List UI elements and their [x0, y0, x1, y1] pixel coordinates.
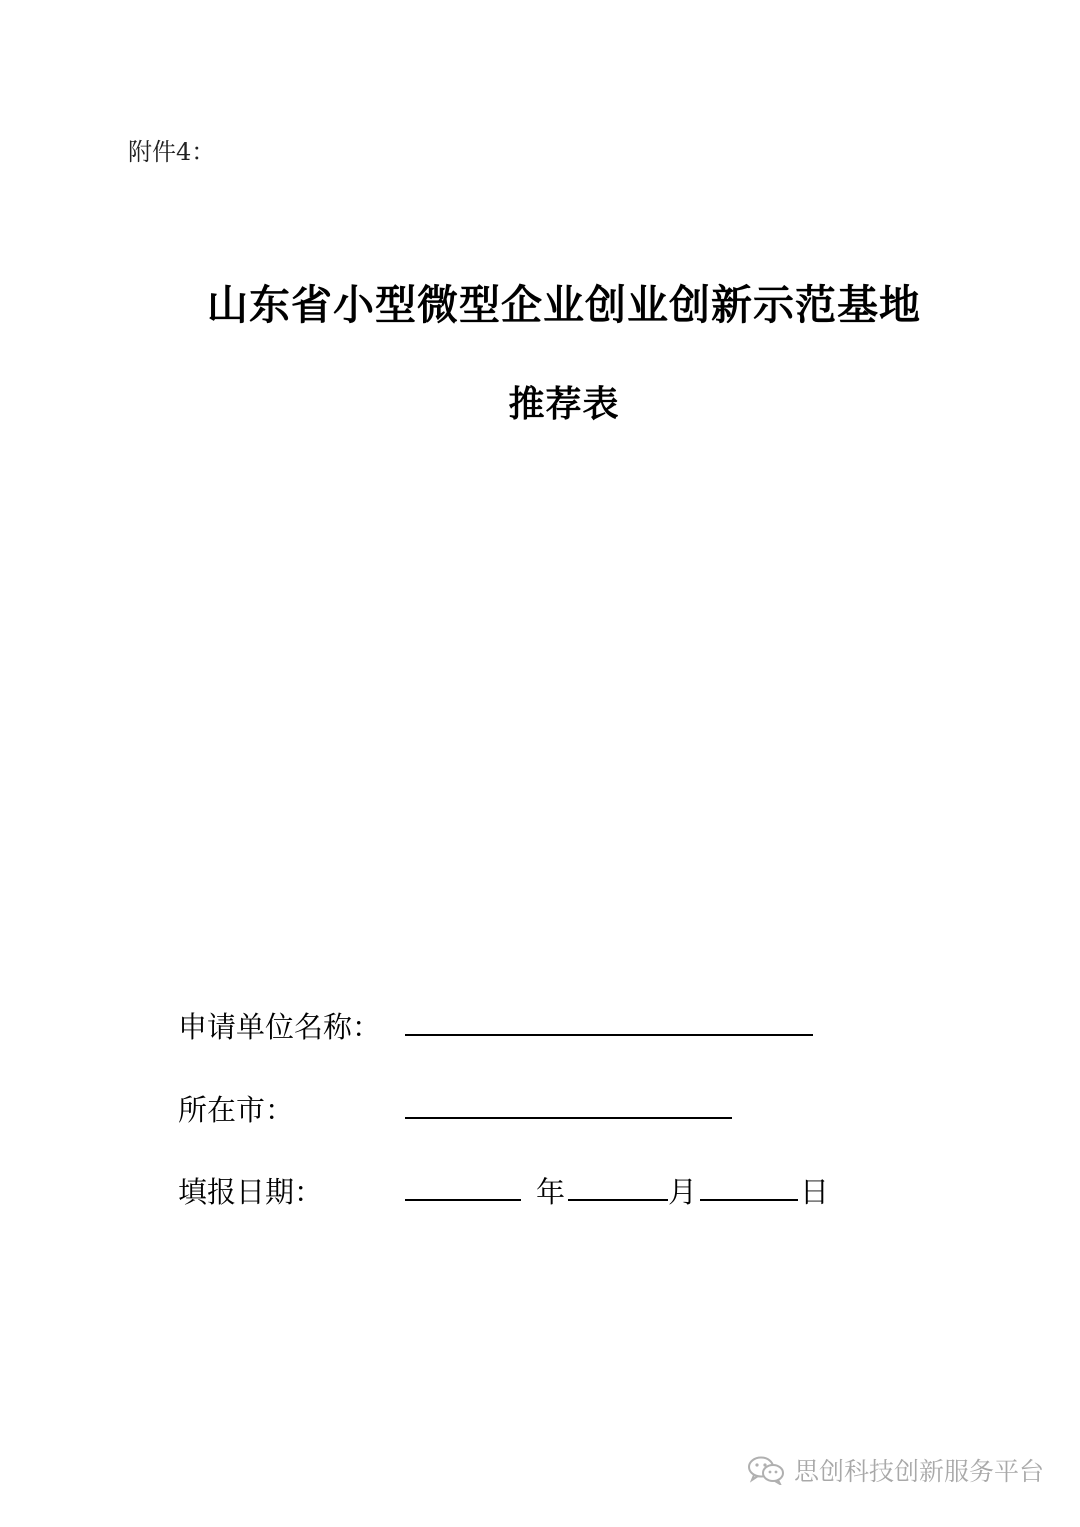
city-label: 所在市： — [178, 1093, 295, 1127]
applicant-name-field[interactable] — [405, 1034, 813, 1036]
document-title: 山东省小型微型企业创业创新示范基地 — [207, 281, 921, 329]
watermark-text: 思创科技创新服务平台 — [793, 1457, 1044, 1486]
city-field[interactable] — [405, 1117, 732, 1119]
year-field[interactable] — [405, 1199, 521, 1201]
applicant-name-label: 申请单位名称： — [178, 1010, 382, 1044]
watermark — [746, 1452, 1044, 1488]
month-field[interactable] — [568, 1199, 668, 1201]
document-subtitle: 推荐表 — [508, 384, 620, 425]
day-word: 日 — [800, 1175, 830, 1209]
month-word: 月 — [668, 1175, 698, 1209]
year-word: 年 — [536, 1175, 566, 1209]
day-field[interactable] — [700, 1199, 798, 1201]
wechat-icon — [746, 1455, 786, 1485]
attachment-label: 附件4： — [128, 138, 216, 166]
fill-date-label: 填报日期： — [178, 1175, 324, 1209]
